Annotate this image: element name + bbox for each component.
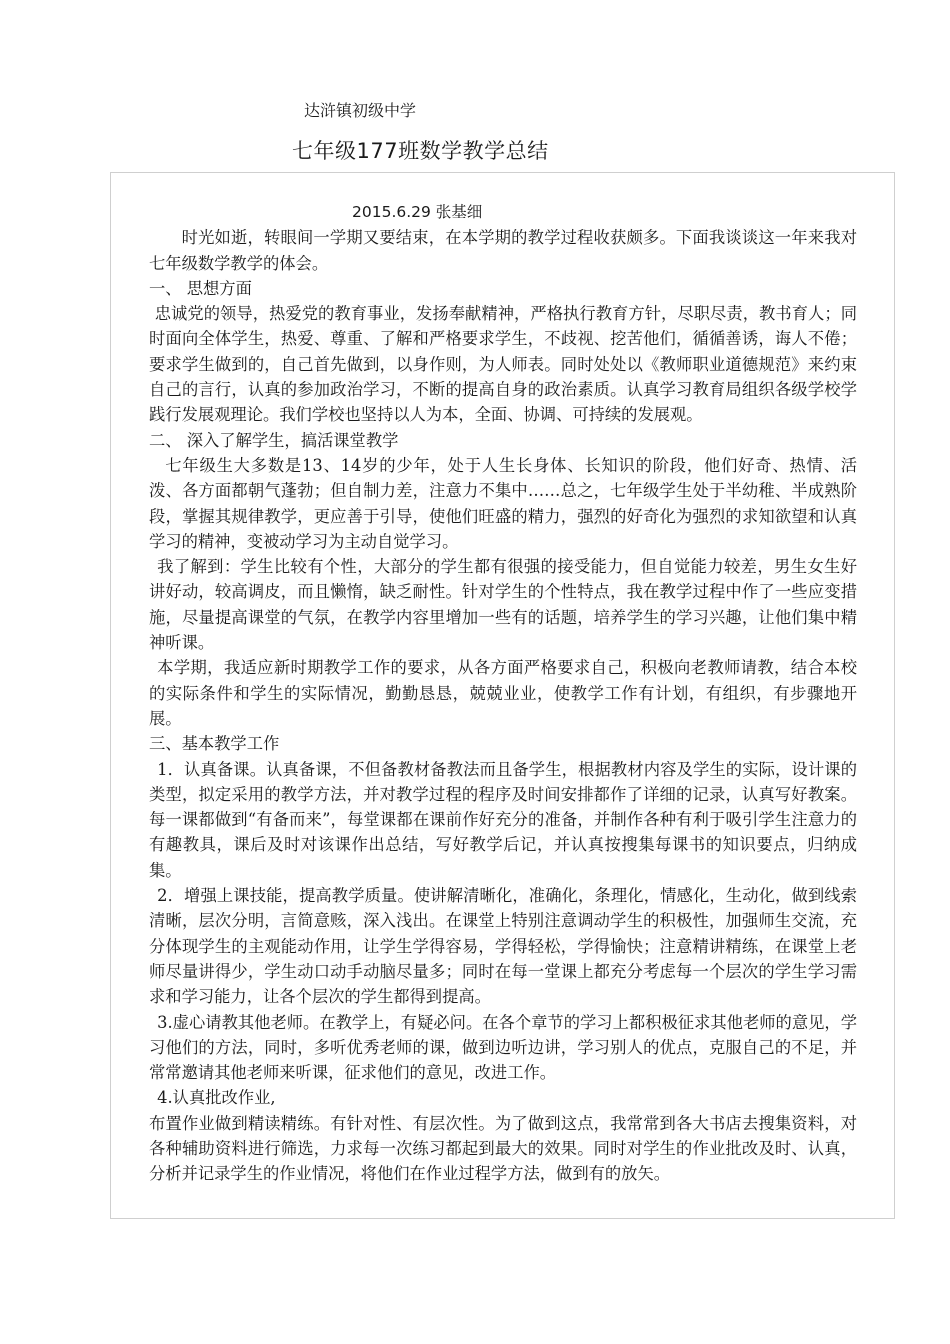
section-3-item-1: 1．认真备课。认真备课，不但备教材备教法而且备学生，根据教材内容及学生的实际，设计课的类型，拟定采用的教学方法，并对教学过程的程序及时间安排都作了详细的记录，认真写好教案。每一课都做到“有备而来”，每堂课都在课前作好充分的准备，并制作各种有利于吸引学生注意力的有趣教具，课后及时对该课作出总结，写好教学后记，并认真按搜集每课书的知识要点，归纳成集。 [149, 759, 857, 880]
section-3-item-4: 布置作业做到精读精练。有针对性、有层次性。为了做到这点，我常常到各大书店去搜集资料，对各种辅助资料进行筛选，力求每一次练习都起到最大的效果。同时对学生的作业批改及时、认真，分析并记录学生的作业情况，将他们在作业过程学方法，做到有的放矢。 [149, 1113, 857, 1184]
section-2-paragraph-3: 本学期，我适应新时期教学工作的要求，从各方面严格要求自己，积极向老教师请教，结合本校的实际条件和学生的实际情况，勤勤恳恳，兢兢业业，使教学工作有计划，有组织，有步骤地开展。 [149, 658, 857, 728]
section-3-item-2: 2．增强上课技能，提高教学质量。使讲解清晰化，准确化，条理化，情感化，生动化，做到线索清晰，层次分明，言简意赅，深入浅出。在课堂上特别注意调动学生的积极性，加强师生交流，充分体现学生的主观能动作用，让学生学得容易，学得轻松，学得愉快；注意精讲精练，在课堂上老师尽量讲得少，学生动口动手动脑尽量多；同时在每一堂课上都充分考虑每一个层次的学生学习需求和学习能力，让各个层次的学生都得到提高。 [149, 886, 857, 1007]
section-3-item-3: 3.虚心请教其他老师。在教学上，有疑必问。在各个章节的学习上都积极征求其他老师的意见，学习他们的方法，同时，多听优秀老师的课，做到边听边讲，学习别人的优点，克服自己的不足，并常常邀请其他老师来听课，征求他们的意见，改进工作。 [149, 1012, 857, 1083]
section-2-heading: 二、 深入了解学生，搞活课堂教学 [149, 430, 399, 450]
section-1-paragraph-1: 忠诚党的领导，热爱党的教育事业，发扬奉献精神，严格执行教育方针，尽职尽责，教书育人；同时面向全体学生，热爱、尊重、了解和严格要求学生，不歧视、挖苦他们，循循善诱，诲人不倦；要求学生做到的，自己首先做到，以身作则，为人师表。同时处处以《教师职业道德规范》来约束自己的言行，认真的参加政治学习，不断的提高自身的政治素质。认真学习教育局组织各级学校学践行发展观理论。我们学校也坚持以人为本，全面、协调、可持续的发展观。 [149, 304, 857, 425]
date-author-line: 2015.6.29 张基细 [352, 203, 483, 221]
document-title: 七年级177班数学教学总结 [292, 139, 549, 163]
section-2-paragraph-1: 七年级生大多数是13、14岁的少年，处于人生长身体、长知识的阶段，他们好奇、热情、活泼、各方面都朝气蓬勃；但自制力差，注意力不集中……总之，七年级学生处于半幼稚、半成熟阶段，掌握其规律教学，更应善于引导，使他们旺盛的精力，强烈的好奇化为强烈的求知欲望和认真学习的精神，变被动学习为主动自觉学习。 [149, 455, 857, 551]
school-name: 达浒镇初级中学 [304, 101, 417, 120]
section-1-heading: 一、 思想方面 [149, 278, 252, 298]
intro-paragraph: 时光如逝，转眼间一学期又要结束，在本学期的教学过程收获颇多。下面我谈谈这一年来我对七年级数学教学的体会。 [149, 228, 857, 273]
section-3-item-4-heading: 4.认真批改作业, [157, 1088, 276, 1108]
document-body [149, 200, 857, 1187]
section-2-paragraph-2: 我了解到：学生比较有个性，大部分的学生都有很强的接受能力，但自觉能力较差，男生女生好讲好动，较高调皮，而且懒惰，缺乏耐性。针对学生的个性特点，我在教学过程中作了一些应变措施，尽量提高课堂的气氛，在教学内容里增加一些有的话题，培养学生的学习兴趣，让他们集中精神听课。 [149, 557, 857, 653]
section-3-heading: 三、基本教学工作 [149, 734, 280, 754]
